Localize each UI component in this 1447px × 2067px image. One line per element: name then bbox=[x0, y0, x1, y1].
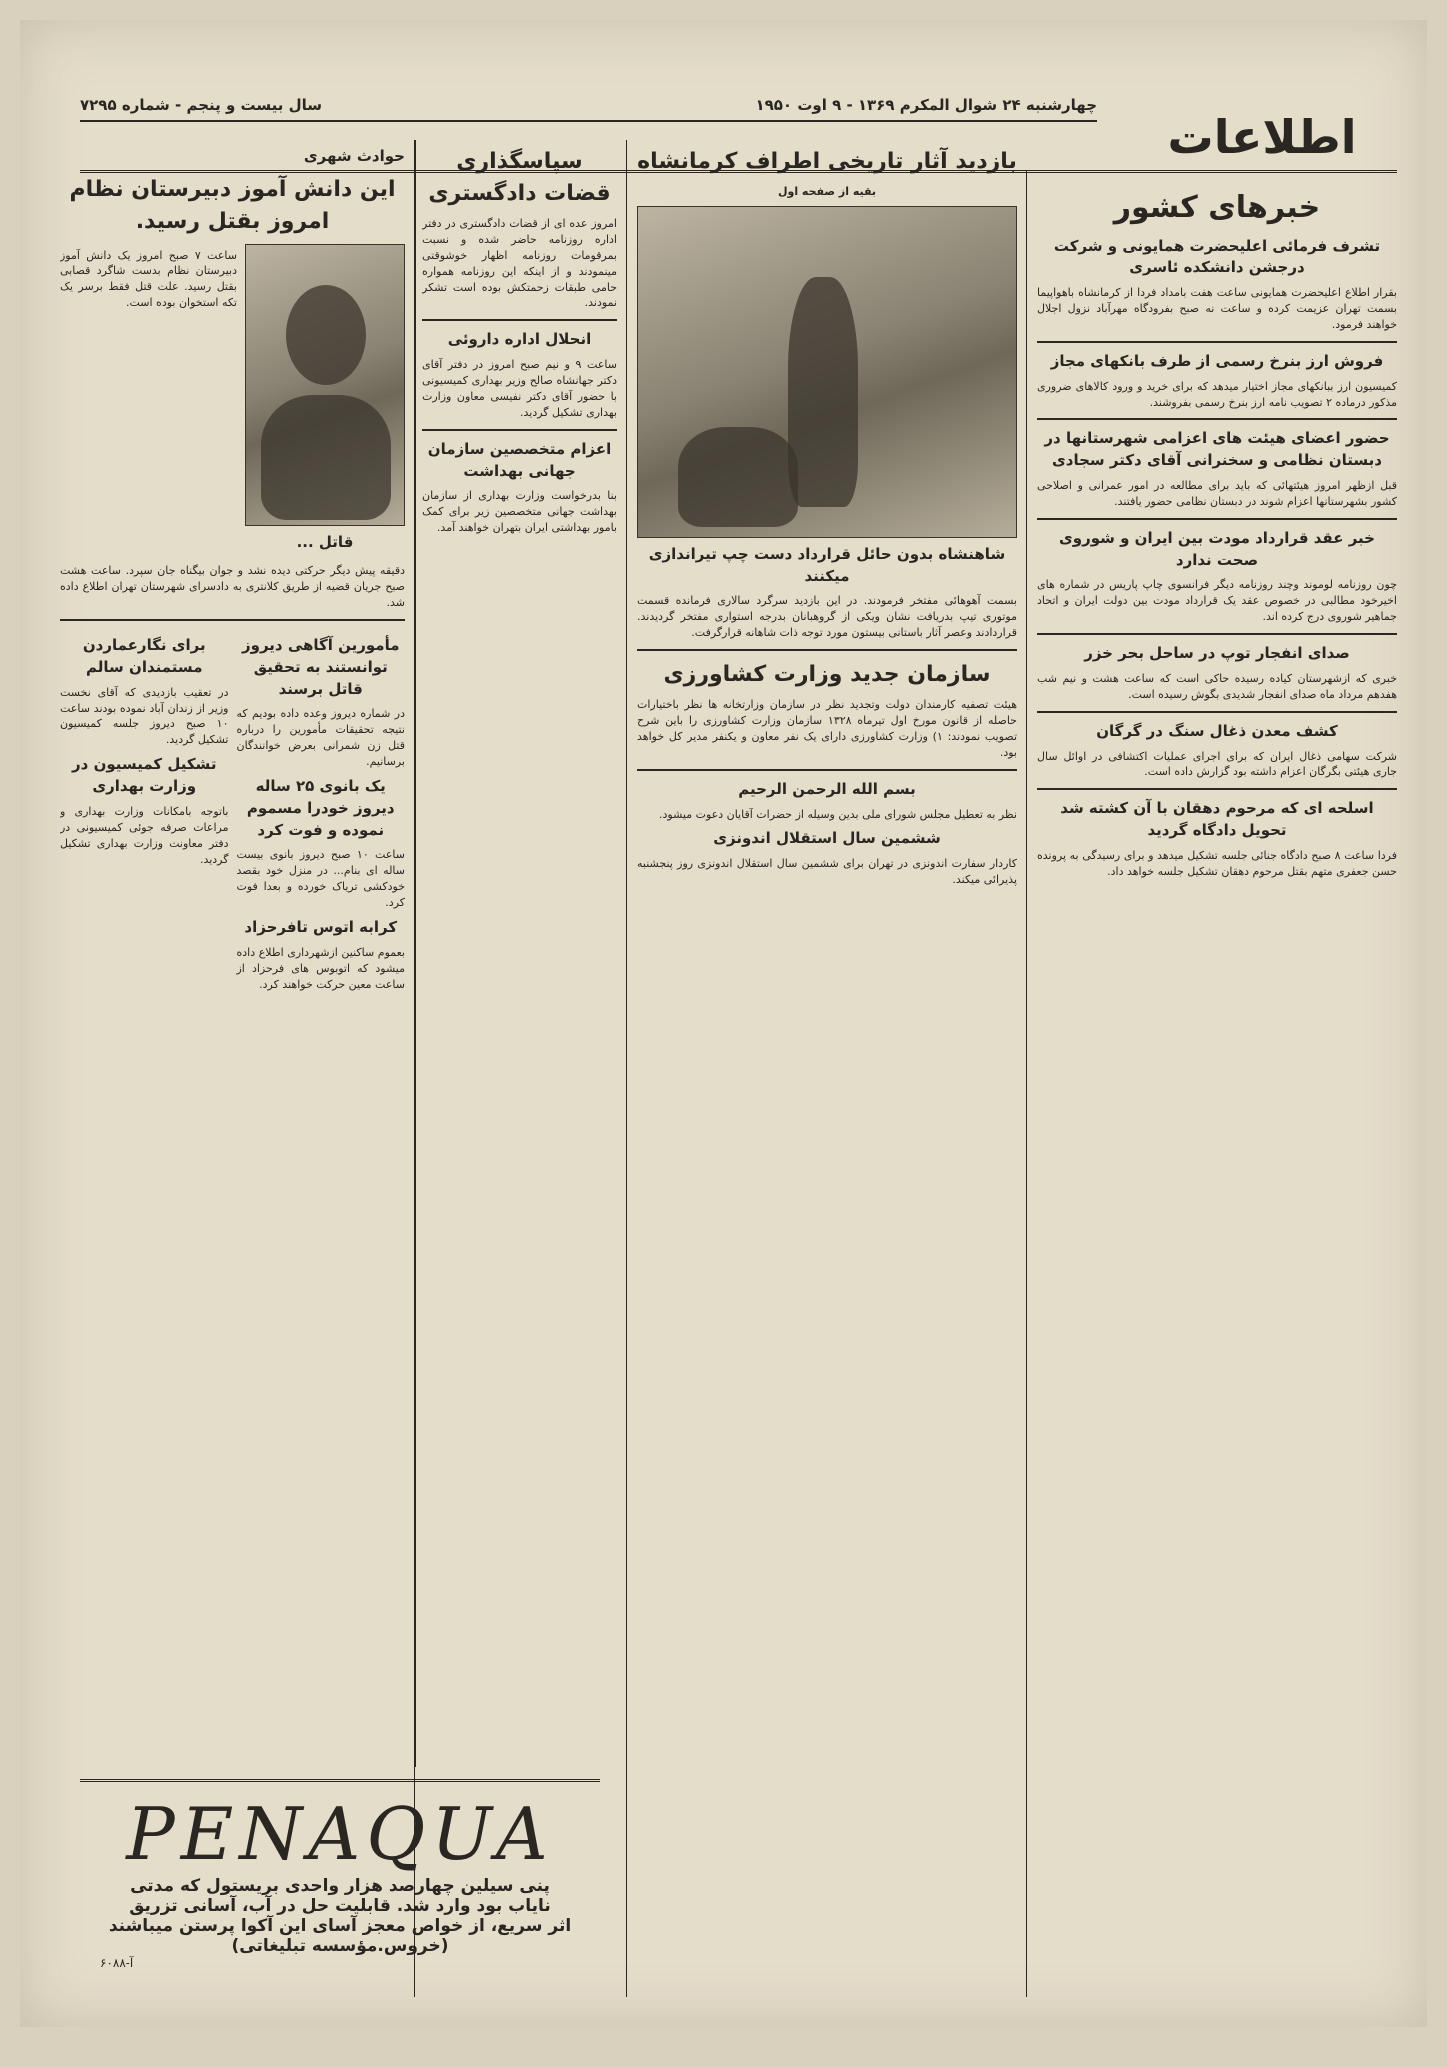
article-body: هیئت تصفیه کارمندان دولت وتجدید نظر در سازمان وزارتخانه ها نظر باختیارات حاصله از قانون مورخ اول تیرماه ۱۳۲۸ سازمان وزارت کشاورزی را باین شرح تصویب نمودند: ۱) وزارت کشاورزی دارای یک نفر معاون و یکنفر مدیر کل خواهد بود. bbox=[637, 698, 1017, 759]
article-body: ساعت ۱۰ صبح دیروز بانوی بیست ساله ای بنام... در منزل خود بقصد خودکشی تریاک خورده و بعدا فوت کرد. bbox=[236, 848, 405, 910]
headline: کشف معدن ذغال سنگ در گرگان bbox=[1096, 721, 1338, 740]
article-body: در تعقیب بازدیدی که آقای نخست وزیر از زندان آباد نموده بودند ساعت ۱۰ صبح دیروز جلسه کمیسیون تشکیل گردید. bbox=[60, 685, 229, 747]
headline: تشرف فرمائی اعلیحضرت همایونی و شرکت درجشن دانشکده ئاسری bbox=[1053, 236, 1381, 277]
article-body: بسمت آهوهائی مفتخر فرمودند. در این بازدید سرگرد سالاری فرمانده قسمت موتوری تیپ بدریافت نشان ویکی از گروهبانان بدرجه استواری مفتخر گردیدند. قراردادند وعصر آثار باستانی بیستون مورد توجه ذات شاهانه قرارگرفت. bbox=[637, 594, 1017, 640]
divider bbox=[1037, 341, 1397, 343]
newspaper-logo: اطلاعات bbox=[1167, 110, 1357, 164]
article-body: باتوجه بامکانات وزارت بهداری و مراعات صرفه جوئی کمیسیونی در دفتر معاونت وزارت بهداری تشکیل گردید. bbox=[60, 804, 229, 866]
divider bbox=[422, 429, 617, 431]
subcolumn bbox=[237, 629, 406, 997]
divider bbox=[1037, 418, 1397, 420]
article-body: ساعت ۷ صبح امروز یک دانش آموز دبیرستان نظام بدست شاگرد قصابی بقتل رسید. علت قتل فقط برسر یک تکه استخوان بوده است. bbox=[60, 248, 237, 310]
section-title: خبرهای کشور bbox=[1113, 190, 1321, 225]
column-rule bbox=[626, 140, 627, 1997]
issue-date: چهارشنبه ۲۴ شوال المکرم ۱۳۶۹ - ۹ اوت ۱۹۵۰ bbox=[755, 96, 1097, 114]
article-body: ساعت ۹ و نیم صبح امروز در دفتر آقای دکتر جهانشاه صالح وزیر بهداری کمیسیونی با حضور آقای دکتر نفیسی معاون وزارت بهداری تشکیل گردید. bbox=[422, 358, 617, 419]
column-rule bbox=[1026, 170, 1027, 1997]
continued-note: بقیه از صفحه اول bbox=[777, 184, 877, 198]
shoulders-shape bbox=[261, 395, 391, 520]
article-body: خبری که ازشهرستان کیاده رسیده حاکی است که ساعت هشت و نیم شب هفدهم مرداد ماه صدای انفجار شدیدی بگوش رسیده است. bbox=[1037, 671, 1397, 701]
headline: خبر عقد قرارداد مودت بین ایران و شوروی صحت ندارد bbox=[1059, 528, 1375, 569]
ad-line: اثر سریع، از خواص معجز آسای این آکوا پرستن میباشند bbox=[108, 1916, 572, 1936]
headline: یک بانوی ۲۵ ساله دیروز خودرا مسموم نموده و فوت کرد bbox=[246, 777, 395, 839]
column-national-news bbox=[1037, 180, 1397, 2010]
article-body: در شماره دیروز وعده داده بودیم که نتیجه تحقیقات مأمورین را درباره قتل زن شمرانی بعرض خوانندگان برسانیم. bbox=[236, 707, 405, 769]
divider bbox=[1037, 711, 1397, 713]
ad-line: پنی سیلین چهارصد هزار واحدی بریستول که مدتی bbox=[130, 1876, 550, 1896]
headline: سپاسگذاری قضات دادگستری bbox=[428, 149, 611, 206]
penaqua-advertisement bbox=[80, 1779, 600, 1992]
headline: ششمین سال استقلال اندونزی bbox=[713, 829, 941, 848]
headline: این دانش آموز دبیرستان نظام امروز بقتل رسید. bbox=[69, 176, 396, 234]
subcolumn bbox=[60, 629, 229, 997]
article-body: امروز عده ای از قضات دادگستری در دفتر اداره روزنامه حاضر شده و نسبت بمرقومات روزنامه اظهار خوشوقتی مینمودند و از اینکه این روزنامه همواره حامی طبقات زحمتکش بوده است تشکر نمودند. bbox=[422, 216, 617, 310]
divider bbox=[1037, 788, 1397, 790]
column-kermanshah bbox=[637, 140, 1017, 1980]
headline: سازمان جدید وزارت کشاورزی bbox=[663, 662, 991, 688]
headline: تشکیل کمیسیون در وزارت بهداری bbox=[72, 755, 217, 796]
article-body: نظر به تعطیل مجلس شورای ملی بدین وسیله از حضرات آقایان دعوت میشود. bbox=[659, 807, 1017, 821]
divider bbox=[637, 769, 1017, 771]
two-column-block bbox=[60, 629, 405, 997]
headline: بازدید آثار تاریخی اطراف کرمانشاه bbox=[637, 149, 1017, 174]
article-body: فردا ساعت ۸ صبح دادگاه جنائی جلسه تشکیل میدهد و برای رسیدگی به پرونده حسن جعفری متهم بقتل مرحوم دهقان تشکیل جلسه خواهد داد. bbox=[1037, 848, 1397, 878]
figure-shape bbox=[678, 427, 798, 527]
article-body: بعموم ساکنین ازشهرداری اطلاع داده میشود که اتوبوس های فرحزاد از ساعت معین حرکت خواهند کرد. bbox=[236, 945, 405, 991]
headline: بسم الله الرحمن الرحیم bbox=[738, 779, 916, 798]
article-text bbox=[60, 244, 237, 560]
newspaper-page bbox=[20, 20, 1427, 2027]
portrait-block bbox=[245, 244, 405, 560]
ad-brand: PENAQUA bbox=[126, 1792, 554, 1876]
headline: فروش ارز بنرخ رسمی از طرف بانکهای مجاز bbox=[1050, 351, 1384, 370]
divider bbox=[637, 649, 1017, 651]
article-body: کاردار سفارت اندونزی در تهران برای ششمین سال استقلال اندونزی روز پنجشنبه پذیرائی میکند. bbox=[637, 857, 1017, 887]
headline: مأمورین آگاهی دیروز توانستند به تحقیق قاتل برسند bbox=[241, 636, 400, 698]
headline: اعزام متخصصین سازمان جهانی بهداشت bbox=[427, 439, 612, 480]
article-body: کمیسیون ارز ببانکهای مجاز اختیار میدهد که برای خرید و ورود کالاهای ضروری مذکور درماده ۲ تصویب نامه ارز بنرخ رسمی بفروشند. bbox=[1037, 379, 1397, 409]
headline: کرابه اتوس تافرحزاد bbox=[244, 918, 398, 937]
column-city-events bbox=[60, 140, 405, 1720]
article-body: دقیقه پیش دیگر حرکتی دیده نشد و جوان بیگناه جان سپرد. ساعت هشت صبح جریان قضیه از طریق کلانتری به دادسرای شهرستان تهران اطلاع داده شد. bbox=[60, 564, 405, 610]
photo-caption: قاتل ... bbox=[296, 532, 354, 551]
ad-line: (خروس.مؤسسه تبلیغاتی) bbox=[231, 1936, 449, 1956]
ad-code: آ-۶۰۸۸ bbox=[100, 1956, 134, 1970]
article-with-photo bbox=[60, 244, 405, 560]
issue-number: سال بیست و پنجم - شماره ۷۲۹۵ bbox=[80, 96, 323, 114]
divider bbox=[60, 619, 405, 621]
headline: صدای انفجار توپ در ساحل بحر خزر bbox=[1084, 644, 1350, 663]
article-body: بنا بدرخواست وزارت بهداری از سازمان بهداشت جهانی متخصصین زیر برای کمک بامور بهداشتی ایران بتهران خواهند آمد. bbox=[422, 489, 617, 535]
article-body: چون روزنامه لوموند وچند روزنامه دیگر فرانسوی چاپ پاریس در شماره های اخیرخود مطالبی در خصوص عقد یک قرارداد مودت بین دولت ایران و اتحاد جماهیر شوروی درج کرده اند. bbox=[1037, 578, 1397, 624]
portrait-photo bbox=[245, 244, 405, 526]
article-body: شرکت سهامی ذغال ایران که برای اجرای عملیات اکتشافی در اوائل سال جاری هیئتی بگرگان اعزام داشته بود گزارش داده است. bbox=[1037, 749, 1397, 779]
column-judges bbox=[422, 140, 617, 1580]
head-shape bbox=[286, 285, 366, 385]
headline: اسلحه ای که مرحوم دهقان با آن کشته شد تحویل دادگاه گردید bbox=[1060, 799, 1374, 840]
article-body: قبل ازظهر امروز هیئتهائی که باید برای مطالعه در امور عمرانی و اصلاحی کشور بشهرستانها اعزام شوند در دبستان نظامی حضور یافتند. bbox=[1037, 478, 1397, 508]
divider bbox=[1037, 518, 1397, 520]
shah-shooting-photo bbox=[637, 206, 1017, 538]
headline: انحلال اداره داروئی bbox=[447, 330, 592, 349]
photo-caption: شاهنشاه بدون حائل قرارداد دست چپ تیراندازی میکنند bbox=[648, 544, 1006, 585]
figure-shape bbox=[788, 277, 858, 507]
column-rule bbox=[415, 140, 416, 1767]
divider bbox=[422, 319, 617, 321]
dateline bbox=[80, 90, 1097, 122]
ad-line: نایاب بود وارد شد. قابلیت حل در آب، آسانی تزریق bbox=[129, 1896, 551, 1916]
section-label: حوادث شهری bbox=[303, 147, 405, 165]
headline: حضور اعضای هیئت های اعزامی شهرستانها در دبستان نظامی و سخنرانی آقای دکتر سجادی bbox=[1044, 429, 1390, 470]
divider bbox=[1037, 633, 1397, 635]
headline: برای نگارعماردن مستمندان سالم bbox=[82, 636, 206, 676]
article-body: بقرار اطلاع اعلیحضرت همایونی ساعت هفت بامداد فردا از کرمانشاه باهواپیما بسمت تهران عزیمت کرده و ساعت نه صبح بفرودگاه مهرآباد نزول اجلال خواهند فرمود. bbox=[1037, 286, 1397, 331]
